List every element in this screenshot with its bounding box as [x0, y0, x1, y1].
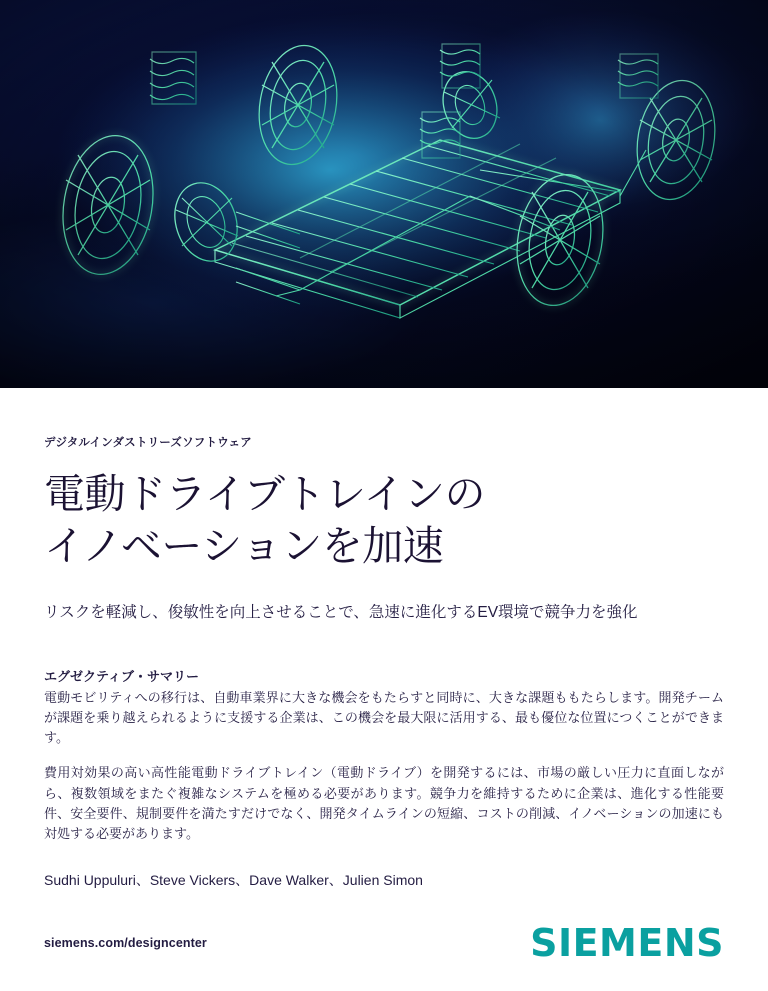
- executive-summary-heading: エグゼクティブ・サマリー: [44, 668, 199, 684]
- siemens-logo: SIEMENS: [530, 921, 724, 965]
- footer-url[interactable]: siemens.com/designcenter: [44, 936, 207, 950]
- page-title: [44, 468, 724, 573]
- eyebrow-label: デジタルインダストリーズソフトウェア: [44, 437, 252, 449]
- authors-line: Sudhi Uppuluri、Steve Vickers、Dave Walker、Julien Simon: [44, 872, 423, 889]
- hero-image: [0, 0, 768, 388]
- summary-paragraph-2: 費用対効果の高い高性能電動ドライブトレイン（電動ドライブ）を開発するには、市場の厳しい圧力に直面しながら、複数領域をまたぐ複雑なシステムを極める必要があります。競争力を維持するために企業は、進化する性能要件、安全要件、規制要件を満たすだけでなく、開発タイムラインの短縮、コストの削減、イノベーションの加速にも対処する必要があります。: [44, 765, 724, 842]
- summary-paragraph-1: 電動モビリティへの移行は、自動車業界に大きな機会をもたらすと同時に、大きな課題ももたらします。開発チームが課題を乗り越えられるように支援する企業は、この機会を最大限に活用する、最も優位な位置につくことができます。: [44, 689, 724, 746]
- page-footer: [0, 895, 768, 991]
- page-title-line-1: 電動ドライブトレインの: [44, 471, 485, 517]
- hero-vignette: [0, 0, 768, 388]
- page-title-line-2: イノベーションを加速: [44, 523, 444, 570]
- page-subtitle: リスクを軽減し、俊敏性を向上させることで、急速に進化するEV環境で競争力を強化: [44, 604, 638, 622]
